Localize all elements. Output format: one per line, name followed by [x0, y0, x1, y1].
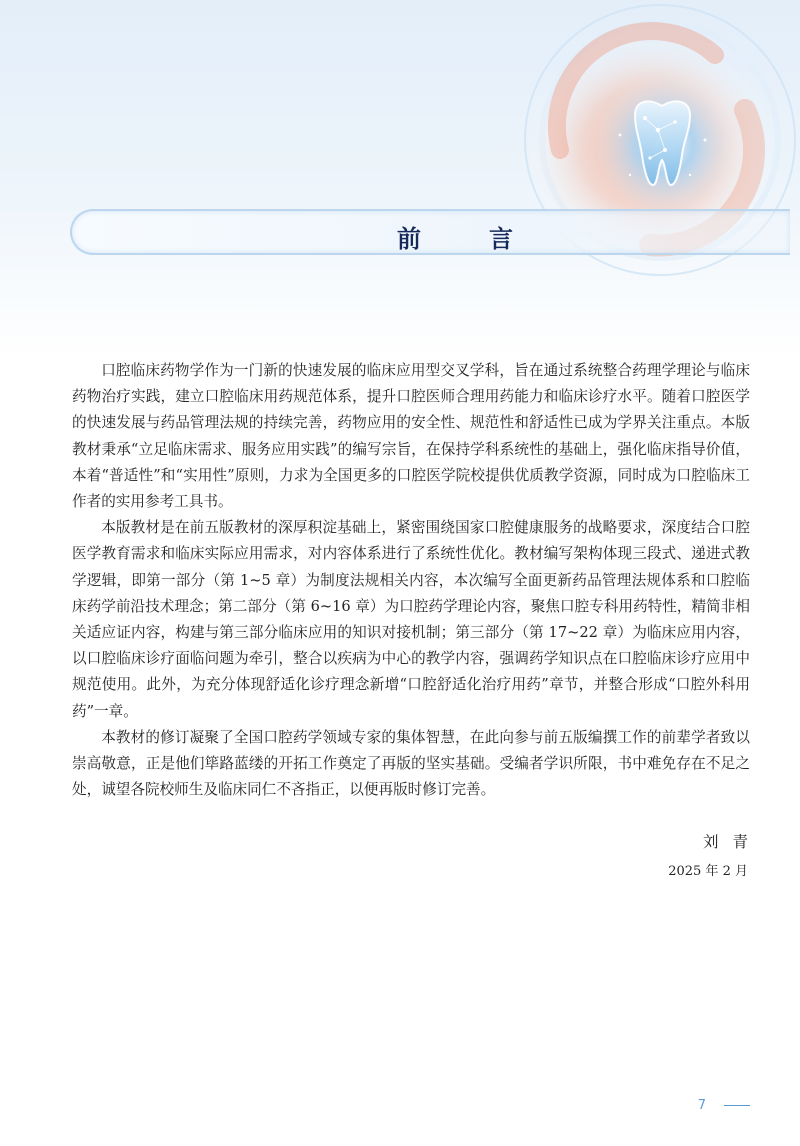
page-footer	[698, 1098, 750, 1113]
page-number: 7	[697, 1098, 706, 1113]
signature-block	[668, 830, 762, 879]
author-name: 刘青	[702, 833, 762, 851]
tooth-ring-graphic	[500, 0, 800, 300]
paragraph: 口腔临床药物学作为一门新的快速发展的临床应用型交叉学科，旨在通过系统整合药理学理论与临床药物治疗实践，建立口腔临床用药规范体系，提升口腔医师合理用药能力和临床诊疗水平。随着口腔医学的快速发展与药品管理法规的持续完善，药物应用的安全性、规范性和舒适性已成为学界关注重点。本版教材秉承“立足临床需求、服务应用实践”的编写宗旨，在保持学科系统性的基础上，强化临床指导价值，本着“普适性”和“实用性”原则，力求为全国更多的口腔医学院校提供优质教学资源，同时成为口腔临床工作者的实用参考工具书。	[72, 362, 750, 511]
title-banner	[70, 209, 790, 255]
paragraph: 本版教材是在前五版教材的深厚积淀基础上，紧密围绕国家口腔健康服务的战略要求，深度结合口腔医学教育需求和临床实际应用需求，对内容体系进行了系统性优化。教材编写架构体现三段式、递进式教学逻辑，即第一部分（第 1~5 章）为制度法规相关内容，本次编写全面更新药品管理法规体系和口腔临床药学前沿技术理念；第二部分（第 6~16 章）为口腔药学理论内容，聚焦口腔专科用药特性，精简非相关适应证内容，构建与第三部分临床应用的知识对接机制；第三部分（第 17~22 章）为临床应用内容，以口腔临床诊疗面临问题为牵引，整合以疾病为中心的教学内容，强调药学知识点在口腔临床诊疗应用中规范使用。此外，为充分体现舒适化诊疗理念新增“口腔舒适化治疗用药”章节，并整合形成“口腔外科用药”一章。	[72, 519, 750, 720]
paragraph: 本教材的修订凝聚了全国口腔药学领域专家的集体智慧，在此向参与前五版编撰工作的前辈学者致以崇高敬意，正是他们筚路蓝缕的开拓工作奠定了再版的坚实基础。受编者学识所限，书中难免存在不足之处，诚望各院校师生及临床同仁不吝指正，以便再版时修订完善。	[72, 728, 750, 799]
page-title: 前 言	[397, 225, 535, 253]
footer-rule	[724, 1105, 750, 1106]
signature-date: 2025 年 2 月	[668, 864, 748, 879]
preface-body	[72, 358, 750, 803]
